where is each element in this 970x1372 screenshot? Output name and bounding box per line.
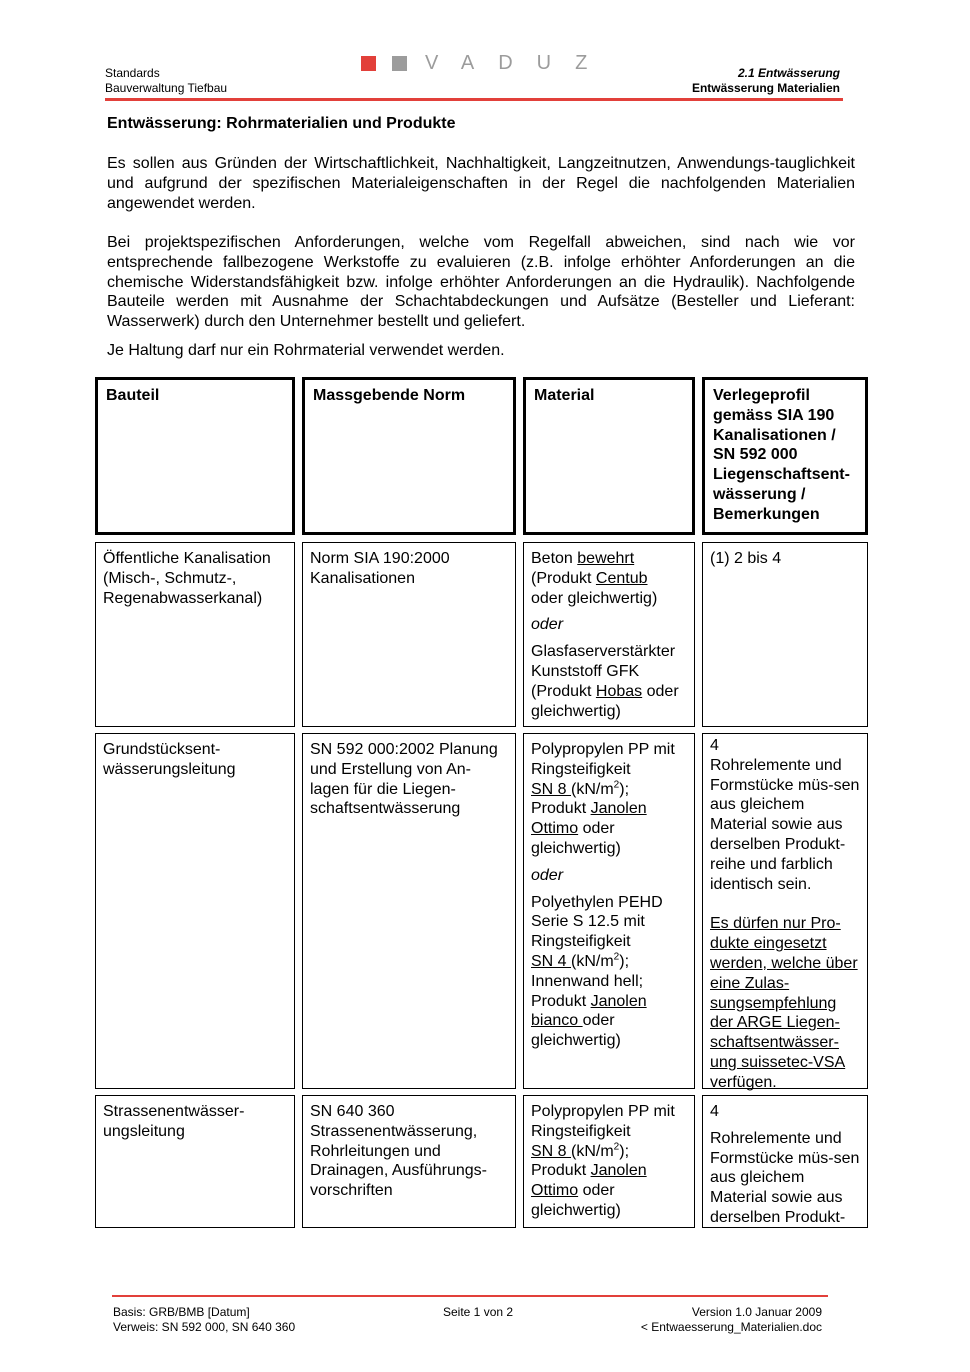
footer-basis: Basis: GRB/BMB [Datum] [113,1305,250,1319]
footer-version: Version 1.0 Januar 2009 [691,1305,822,1319]
header-org-line2: Bauverwaltung Tiefbau [105,81,228,95]
document-title: Entwässerung: Rohrmaterialien und Produkte [107,115,456,132]
table-header-norm: Massgebende Norm [302,377,516,535]
footer-page-number: Seite 1 von 2 [443,1305,514,1319]
table-header-material: Material [523,377,695,535]
header-divider [105,98,843,101]
logo-grey-square-icon [392,56,407,71]
row3-norm: SN 640 360 Strassenentwässerung, Rohrleitungen und Drainagen, Ausführungs-vorschriften [302,1095,516,1228]
table-header-verlegeprofil: Verlegeprofil gemäss SIA 190 Kanalisationen / SN 592 000 Liegenschaftsent-wässerung / Bemerkungen [702,377,868,535]
oder-label: oder [531,616,564,634]
table-header-bauteil: Bauteil [95,377,295,535]
row2-verlegeprofil: 4 Rohrelemente und Formstücke müs-sen aus gleichem Material sowie aus derselben Produkt-reihe und farblich identisch sein. Es dürfen nur Pro-dukte eingesetzt werden, welche über eine Zulas-sungsempfehlung der ARGE Liegen-schaftsentwässer-ung suissetec-VSA verfügen. [702,733,868,1089]
row2-norm: SN 592 000:2002 Planung und Erstellung von An-lagen für die Liegen-schaftsentwässerung [302,733,516,1089]
logo-red-square-icon [361,56,376,71]
row3-verlegeprofil: 4 Rohrelemente und Formstücke müs-sen aus gleichem Material sowie aus derselben Produkt- [702,1095,868,1228]
footer-divider [112,1295,828,1297]
oder-label: oder [531,866,564,884]
vaduz-logo [361,54,611,72]
row1-material: Beton bewehrt (Produkt Centub oder gleichwertig) oder Glasfaserverstärkter Kunststoff GFK (Produkt Hobas oder gleichwertig) [523,542,695,727]
header-section-number: 2.1 Entwässerung [737,66,840,80]
approval-note: Es dürfen nur Pro-dukte eingesetzt werden, welche über eine Zulas-sungsempfehlung der ARGE Liegen-schaftsentwässer-ung suissetec-VSA verfügen. [710,915,858,1091]
header-section-title: Entwässerung Materialien [691,81,840,95]
row1-verlegeprofil: (1) 2 bis 4 [702,542,868,727]
row2-material: Polypropylen PP mit Ringsteifigkeit SN 8 $(kN/m^2)$; Produkt Janolen Ottimo oder gleichwertig) oder Polyethylen PEHD Serie S 12.5 mit Ringsteifigkeit SN 4 $(kN/m^2)$; Innenwand hell; Produkt Janolen bianco oder gleichwertig) [523,733,695,1089]
row3-bauteil: Strassenentwässer-ungsleitung [95,1095,295,1228]
paragraph-intro: Es sollen aus Gründen der Wirtschaftlichkeit, Nachhaltigkeit, Langzeitnutzen, Anwendungs-tauglichkeit und aufgrund der spezifischen Materialeigenschaften in der Regel die nachfolgenden Materialien angewendet werden. [107,155,855,212]
row2-bauteil: Grundstücksent-wässerungsleitung [95,733,295,1089]
paragraph-rule: Je Haltung darf nur ein Rohrmaterial verwendet werden. [107,342,505,359]
row1-norm: Norm SIA 190:2000 Kanalisationen [302,542,516,727]
paragraph-requirements: Bei projektspezifischen Anforderungen, welche vom Regelfall abweichen, sind nach wie vor entsprechende fallbezogene Werkstoffe zu evaluieren (z.B. infolge erhöhter Anforderungen an die chemische Widerstandsfähigkeit bzw. infolge erhöhter Anforderungen an die Hydraulik). Nachfolgende Bauteile werden mit Ausnahme der Schachtabdeckungen und Aufsätze (Besteller und Lieferant: Wasserwerk) durch den Unternehmer bestellt und geliefert. [107,234,855,331]
row3-material: Polypropylen PP mit Ringsteifigkeit SN 8 $(kN/m^2)$; Produkt Janolen Ottimo oder gleichwertig) [523,1095,695,1228]
row1-bauteil: Öffentliche Kanalisation (Misch-, Schmutz-, Regenabwasserkanal) [95,542,295,727]
footer-filename: < Entwaesserung_Materialien.doc [640,1320,822,1334]
logo-text: VADUZ [425,52,612,74]
footer-reference: Verweis: SN 592 000, SN 640 360 [113,1320,296,1334]
header-org-line1: Standards [105,66,160,80]
